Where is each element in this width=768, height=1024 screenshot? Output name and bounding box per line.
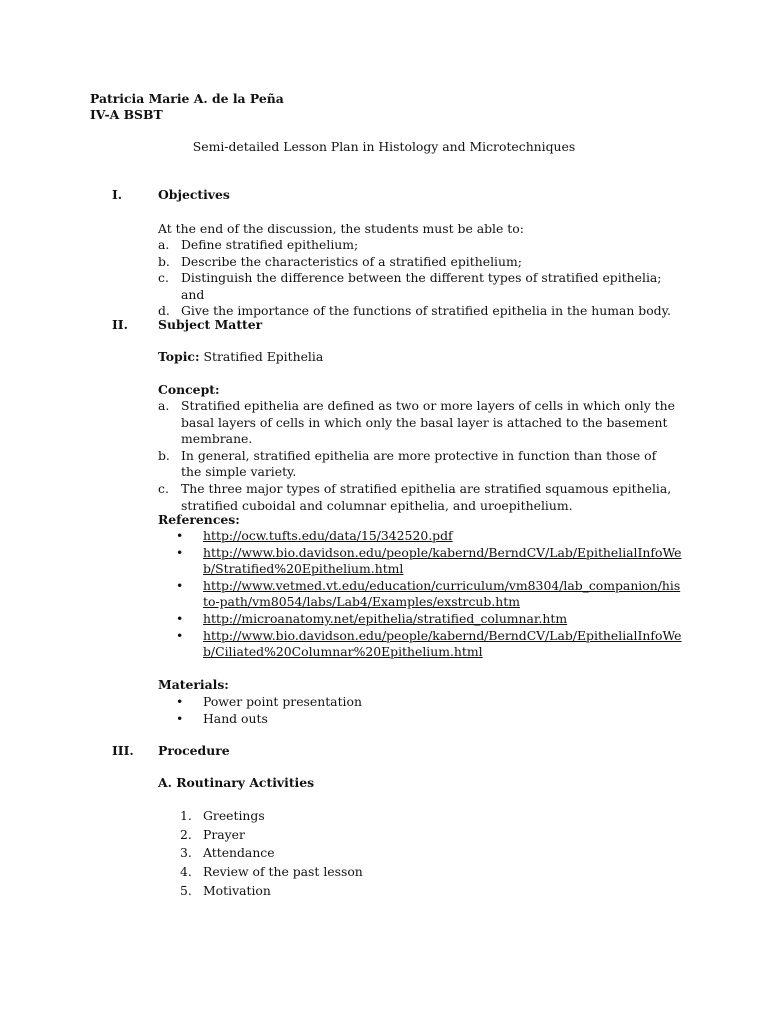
topic-value: Stratified Epithelia — [203, 349, 324, 364]
item-marker: 3. — [180, 845, 192, 861]
section-number-procedure: III. — [112, 743, 134, 758]
item-text: Distinguish the difference between the different types of stratified epithelia; and — [181, 270, 662, 302]
topic-label: Topic: — [158, 349, 200, 364]
item-marker: 2. — [180, 826, 192, 842]
author-section: IV-A BSBT — [90, 107, 163, 122]
list-item — [158, 270, 678, 303]
item-marker: b. — [158, 447, 170, 463]
references-list — [158, 528, 698, 661]
bullet-icon: • — [176, 710, 184, 726]
item-text: Hand outs — [203, 710, 268, 726]
reference-link[interactable]: http://www.bio.davidson.edu/people/kabernd/BerndCV/Lab/EpithelialInfoWe b/Stratified%20Epithelium.html — [203, 544, 682, 577]
list-item — [158, 611, 698, 628]
reference-link[interactable]: http://ocw.tufts.edu/data/15/342520.pdf — [203, 528, 453, 543]
item-text: Greetings — [203, 808, 265, 823]
reference-link[interactable]: http://www.vetmed.vt.edu/education/curriculum/vm8304/lab_companion/his to-path/vm8054/labs/Lab4/Examples/exstrcub.htm — [203, 577, 681, 610]
list-item — [158, 545, 698, 578]
reference-link[interactable]: http://microanatomy.net/epithelia/stratified_columnar.htm — [203, 610, 568, 626]
list-item — [158, 481, 680, 514]
item-marker: 4. — [180, 864, 192, 880]
list-item — [158, 845, 558, 862]
item-text: Define stratified epithelium; — [181, 237, 359, 252]
page-title: Semi-detailed Lesson Plan in Histology and Microtechniques — [192, 139, 576, 154]
topic-line — [158, 349, 323, 366]
bullet-icon: • — [176, 610, 184, 626]
bullet-icon: • — [176, 544, 184, 560]
section-heading-objectives: Objectives — [158, 187, 230, 202]
list-item — [158, 628, 698, 661]
bullet-icon: • — [176, 577, 184, 593]
bullet-icon: • — [176, 694, 184, 709]
item-marker: c. — [158, 270, 169, 286]
list-item — [158, 711, 558, 728]
references-label: References: — [158, 512, 240, 527]
item-marker: 5. — [180, 882, 192, 898]
materials-label: Materials: — [158, 677, 229, 692]
sub-heading-routinary: A. Routinary Activities — [158, 775, 315, 790]
item-marker: c. — [158, 480, 169, 496]
item-text: Motivation — [203, 882, 271, 898]
item-text: The three major types of stratified epithelia are stratified squamous epithelia, stratified cuboidal and columnar epithelia, and uroepithelium. — [181, 480, 672, 513]
reference-link[interactable]: http://www.bio.davidson.edu/people/kabernd/BerndCV/Lab/EpithelialInfoWe b/Ciliated%20Columnar%20Epithelium.html — [203, 627, 682, 660]
item-text: Prayer — [203, 826, 245, 842]
list-item — [158, 864, 558, 881]
materials-list — [158, 694, 558, 727]
item-text: In general, stratified epithelia are more protective in function than those of the simple variety. — [181, 447, 657, 480]
objectives-intro: At the end of the discussion, the students must be able to: — [158, 221, 524, 236]
section-heading-procedure: Procedure — [158, 743, 230, 758]
section-heading-subject-matter: Subject Matter — [158, 317, 263, 332]
section-number-subject-matter: II. — [112, 317, 128, 332]
section-number-objectives: I. — [112, 187, 123, 202]
item-text: Give the importance of the functions of stratified epithelia in the human body. — [181, 303, 671, 319]
concept-list — [158, 398, 680, 514]
item-marker: a. — [158, 237, 170, 252]
list-item — [158, 448, 680, 481]
concept-label: Concept: — [158, 382, 220, 397]
list-item — [158, 694, 558, 711]
item-marker: b. — [158, 253, 170, 269]
list-item — [158, 528, 698, 545]
item-text: Review of the past lesson — [203, 864, 363, 880]
list-item — [158, 398, 680, 448]
list-item — [158, 883, 558, 900]
item-marker: 1. — [180, 808, 192, 823]
item-text: Attendance — [203, 845, 275, 861]
author-name: Patricia Marie A. de la Peña — [90, 91, 284, 106]
list-item — [158, 237, 678, 254]
procedure-steps — [158, 808, 558, 901]
list-item — [158, 827, 558, 844]
bullet-icon: • — [176, 627, 184, 643]
item-marker: d. — [158, 303, 170, 319]
list-item — [158, 254, 678, 271]
bullet-icon: • — [176, 528, 184, 543]
list-item — [158, 808, 558, 825]
item-text: Stratified epithelia are defined as two or more layers of cells in which only the basal layers of cells in which only the basal layer is attached to the basement membrane. — [181, 398, 675, 447]
list-item — [158, 578, 698, 611]
objectives-list — [158, 237, 678, 320]
item-marker: a. — [158, 398, 170, 413]
item-text: Describe the characteristics of a stratified epithelium; — [181, 253, 522, 269]
item-text: Power point presentation — [203, 694, 362, 709]
